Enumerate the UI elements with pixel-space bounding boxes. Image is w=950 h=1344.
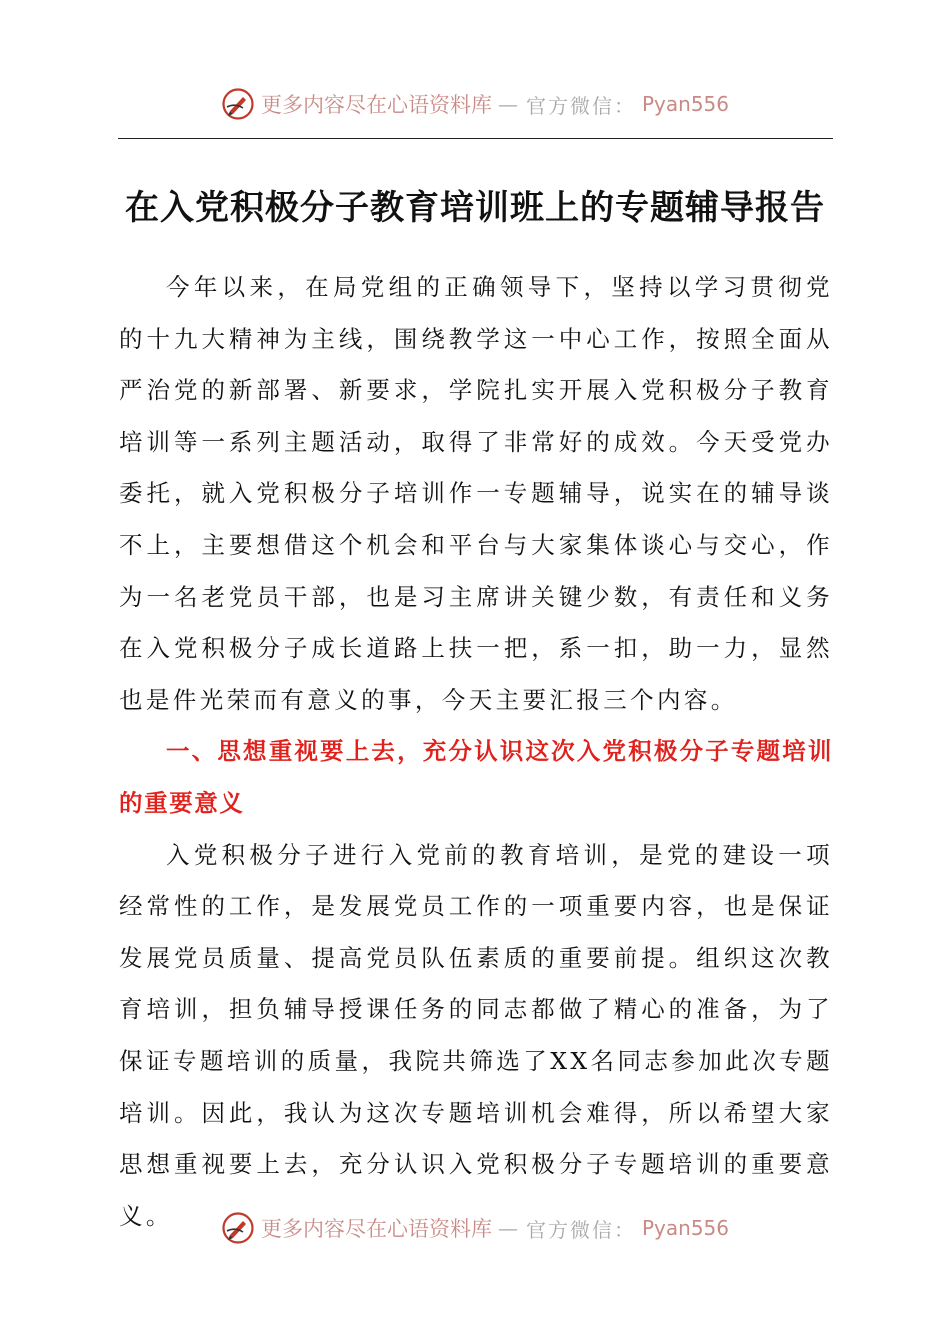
section-heading: 一、思想重视要上去，充分认识这次入党积极分子专题培训的重要意义 xyxy=(119,737,833,817)
body-paragraph: 今年以来，在局党组的正确领导下，坚持以学习贯彻党的十九大精神为主线，围绕教学这一中心工作，按照全面从严治党的新部署、新要求，学院扎实开展入党积极分子教育培训等一系列主题活动，取得了非常好的成效。今天受党办委托，就入党积极分子培训作一专题辅导，说实在的辅导谈不上，主要想借这个机会和平台与大家集体谈心与交心，作为一名老党员干部，也是习主席讲关键少数，有责任和义务在入党积极分子成长道路上扶一把，系一扣，助一力，显然也是件光荣而有意义的事，今天主要汇报三个内容。 xyxy=(119,273,833,714)
banner-brand-text: 更多内容尽在心语资料库 xyxy=(260,1217,492,1241)
header-banner xyxy=(0,84,950,124)
banner-separator: — xyxy=(497,92,520,116)
body-paragraph: 入党积极分子进行入党前的教育培训，是党的建设一项经常性的工作，是发展党员工作的一项重要内容，也是保证发展党员质量、提高党员队伍素质的重要前提。组织这次教育培训，担负辅导授课任务的同志都做了精心的准备，为了保证专题培训的质量，我院共筛选了XX名同志参加此次专题培训。因此，我认为这次专题培训机会难得，所以希望大家思想重视要上去，充分认识入党积极分子专题培训的重要意义。 xyxy=(119,840,833,1230)
pen-logo-icon xyxy=(221,87,255,121)
footer-banner xyxy=(0,1208,950,1248)
banner-wechat-id: Pyan556 xyxy=(641,92,729,116)
banner-wechat-label: 官方微信： xyxy=(525,93,636,118)
banner-wechat-id: Pyan556 xyxy=(641,1216,729,1240)
document-title: 在入党积极分子教育培训班上的专题辅导报告 xyxy=(125,188,825,228)
banner-brand-text: 更多内容尽在心语资料库 xyxy=(260,93,492,117)
banner-separator: — xyxy=(497,1216,520,1240)
header-divider xyxy=(118,138,833,139)
document-body xyxy=(119,262,833,1242)
banner-wechat-label: 官方微信： xyxy=(525,1217,636,1242)
pen-logo-icon xyxy=(221,1211,255,1245)
